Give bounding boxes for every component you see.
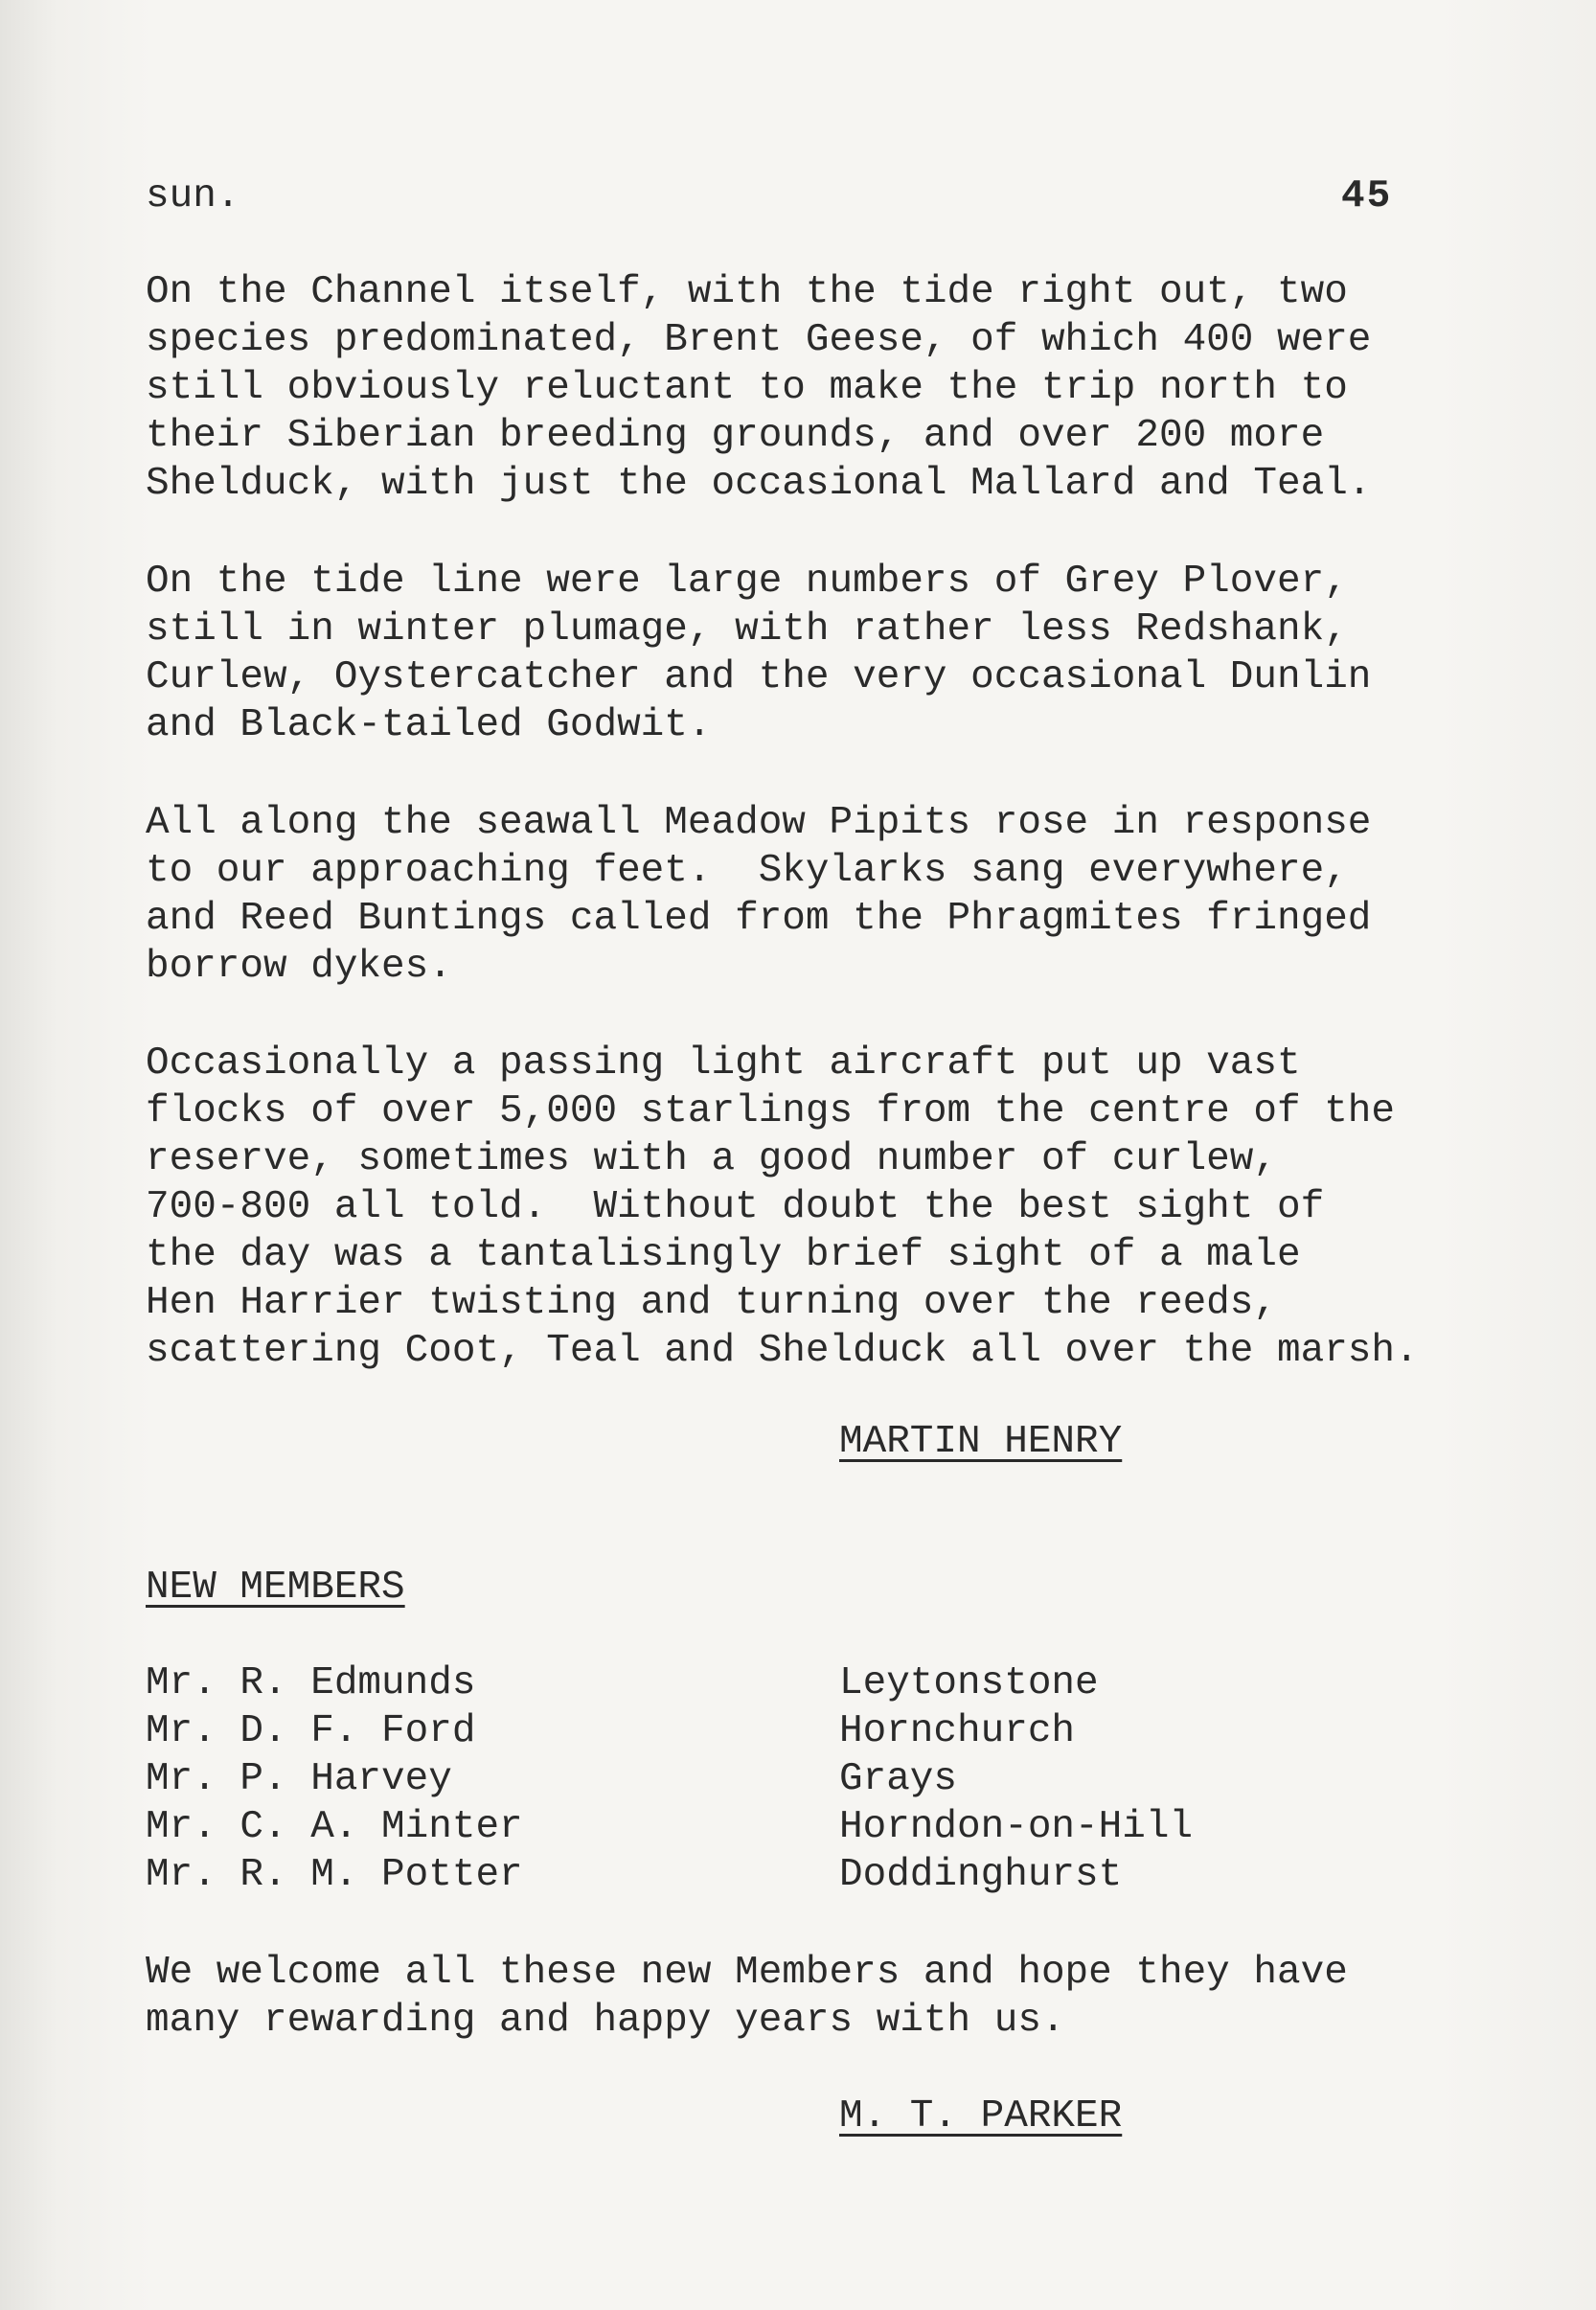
text-line: Curlew, Oystercatcher and the very occasional Dunlin [146, 655, 1372, 699]
member-name: Mr. D. F. Ford [146, 1709, 476, 1753]
text-line: the day was a tantalisingly brief sight of a male [146, 1233, 1301, 1277]
carryover-text: sun. [146, 174, 240, 218]
text-line: Occasionally a passing light aircraft put up vast [146, 1041, 1301, 1086]
author-signature: M. T. PARKER [839, 2094, 1123, 2138]
member-town: Leytonstone [839, 1661, 1099, 1705]
text-line: Hen Harrier twisting and turning over the reeds, [146, 1281, 1277, 1325]
author-signature: MARTIN HENRY [839, 1420, 1123, 1464]
text-line: On the Channel itself, with the tide right out, two [146, 270, 1348, 314]
text-line: their Siberian breeding grounds, and over 200 more [146, 414, 1325, 458]
text-line: All along the seawall Meadow Pipits rose in response [146, 801, 1372, 845]
section-heading: NEW MEMBERS [146, 1566, 405, 1610]
member-town: Horndon-on-Hill [839, 1805, 1194, 1849]
text-line: borrow dykes. [146, 945, 452, 989]
text-line: and Reed Buntings called from the Phragmites fringed [146, 897, 1372, 941]
text-line: On the tide line were large numbers of Grey Plover, [146, 560, 1348, 604]
text-line: flocks of over 5,000 starlings from the centre of the [146, 1089, 1396, 1133]
text-line: species predominated, Brent Geese, of which 400 were [146, 318, 1372, 362]
member-town: Grays [839, 1757, 958, 1801]
member-name: Mr. R. M. Potter [146, 1853, 523, 1897]
text-line: still obviously reluctant to make the trip north to [146, 366, 1348, 410]
text-line: Shelduck, with just the occasional Mallard and Teal. [146, 462, 1372, 506]
member-town: Hornchurch [839, 1709, 1076, 1753]
member-town: Doddinghurst [839, 1853, 1123, 1897]
text-line: scattering Coot, Teal and Shelduck all over the marsh. [146, 1329, 1419, 1373]
text-line: still in winter plumage, with rather less Redshank, [146, 607, 1348, 652]
page-number: 45 [1341, 174, 1393, 218]
member-name: Mr. C. A. Minter [146, 1805, 523, 1849]
text-line: 700-800 all told. Without doubt the best sight of [146, 1185, 1325, 1229]
text-line: reserve, sometimes with a good number of curlew, [146, 1137, 1277, 1181]
text-line: We welcome all these new Members and hope they have [146, 1951, 1348, 1995]
member-name: Mr. R. Edmunds [146, 1661, 476, 1705]
member-name: Mr. P. Harvey [146, 1757, 452, 1801]
text-line: to our approaching feet. Skylarks sang everywhere, [146, 849, 1348, 893]
text-line: many rewarding and happy years with us. [146, 1999, 1065, 2043]
text-line: and Black-tailed Godwit. [146, 703, 712, 747]
